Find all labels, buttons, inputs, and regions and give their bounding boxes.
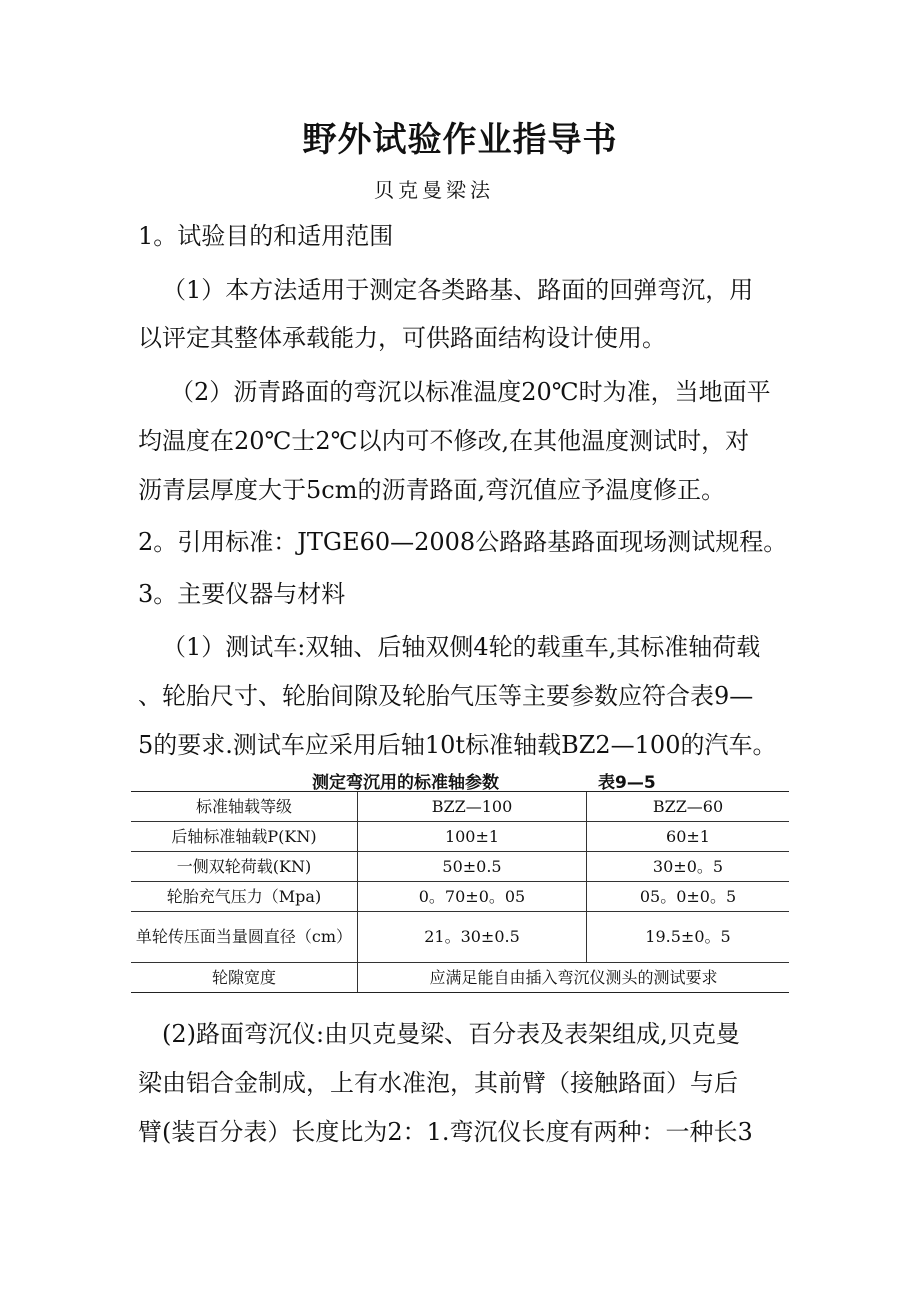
table-cell: 单轮传压面当量圆直径（cm） <box>131 912 358 963</box>
paragraph-line: （1）测试车:双轴、后轴双侧4轮的载重车,其标准轴荷载 <box>162 633 761 661</box>
table-cell: 一侧双轮荷载(KN) <box>131 852 358 882</box>
paragraph-line: （2）沥青路面的弯沉以标准温度20℃时为准，当地面平 <box>170 378 771 406</box>
paragraph-line: (2)路面弯沉仪:由贝克曼梁、百分表及表架组成,贝克曼 <box>162 1020 740 1048</box>
paragraph-line: 均温度在20℃士2℃以内可不修改,在其他温度测试时，对 <box>138 427 750 455</box>
table-cell: 轮胎充气压力（Mpa) <box>131 882 358 912</box>
table-cell: 标准轴载等级 <box>131 792 358 822</box>
paragraph-line: 5的要求.测试车应采用后轴10t标准轴载BZ2—100的汽车。 <box>138 731 777 759</box>
table-caption-title: 测定弯沉用的标准轴参数 <box>312 773 499 793</box>
section-heading-3: 3。主要仪器与材料 <box>138 580 346 608</box>
table-cell: 50±0.5 <box>358 852 587 882</box>
section-heading-2: 2。引用标准：JTGE60—2008公路路基路面现场测试规程。 <box>138 528 788 556</box>
table-cell: 0。70±0。05 <box>358 882 587 912</box>
paragraph-line: 臂(装百分表）长度比为2：1.弯沉仪长度有两种：一种长3 <box>138 1118 753 1146</box>
paragraph-line: 沥青层厚度大于5cm的沥青路面,弯沉值应予温度修正。 <box>138 476 726 504</box>
table-cell: BZZ—60 <box>587 792 790 822</box>
table-row <box>131 882 789 912</box>
paragraph-line: 、轮胎尺寸、轮胎间隙及轮胎气压等主要参数应符合表9— <box>138 682 754 710</box>
paragraph-line: （1）本方法适用于测定各类路基、路面的回弹弯沉，用 <box>162 276 754 304</box>
table-cell: 应满足能自由插入弯沉仪测头的测试要求 <box>358 963 790 993</box>
table-cell: 05。0±0。5 <box>587 882 790 912</box>
table-row <box>131 822 789 852</box>
paragraph-line: 梁由铝合金制成，上有水准泡，其前臂（接触路面）与后 <box>138 1069 738 1097</box>
document-subtitle: 贝克曼梁法 <box>374 178 494 202</box>
document-title: 野外试验作业指导书 <box>302 120 618 160</box>
paragraph-line: 以评定其整体承载能力，可供路面结构设计使用。 <box>138 324 666 352</box>
table-number: 表9—5 <box>598 773 656 793</box>
table-cell: 19.5±0。5 <box>587 912 790 963</box>
table-row <box>131 963 789 993</box>
table-cell: 后轴标准轴载P(KN) <box>131 822 358 852</box>
table-row <box>131 792 789 822</box>
standard-axle-parameters-table <box>131 791 789 993</box>
table-cell: 100±1 <box>358 822 587 852</box>
table-cell: 轮隙宽度 <box>131 963 358 993</box>
table-cell: 60±1 <box>587 822 790 852</box>
section-heading-1: 1。试验目的和适用范围 <box>138 222 394 250</box>
table-cell: 30±0。5 <box>587 852 790 882</box>
table-row <box>131 912 789 963</box>
table-cell: BZZ—100 <box>358 792 587 822</box>
table-cell: 21。30±0.5 <box>358 912 587 963</box>
table-row <box>131 852 789 882</box>
